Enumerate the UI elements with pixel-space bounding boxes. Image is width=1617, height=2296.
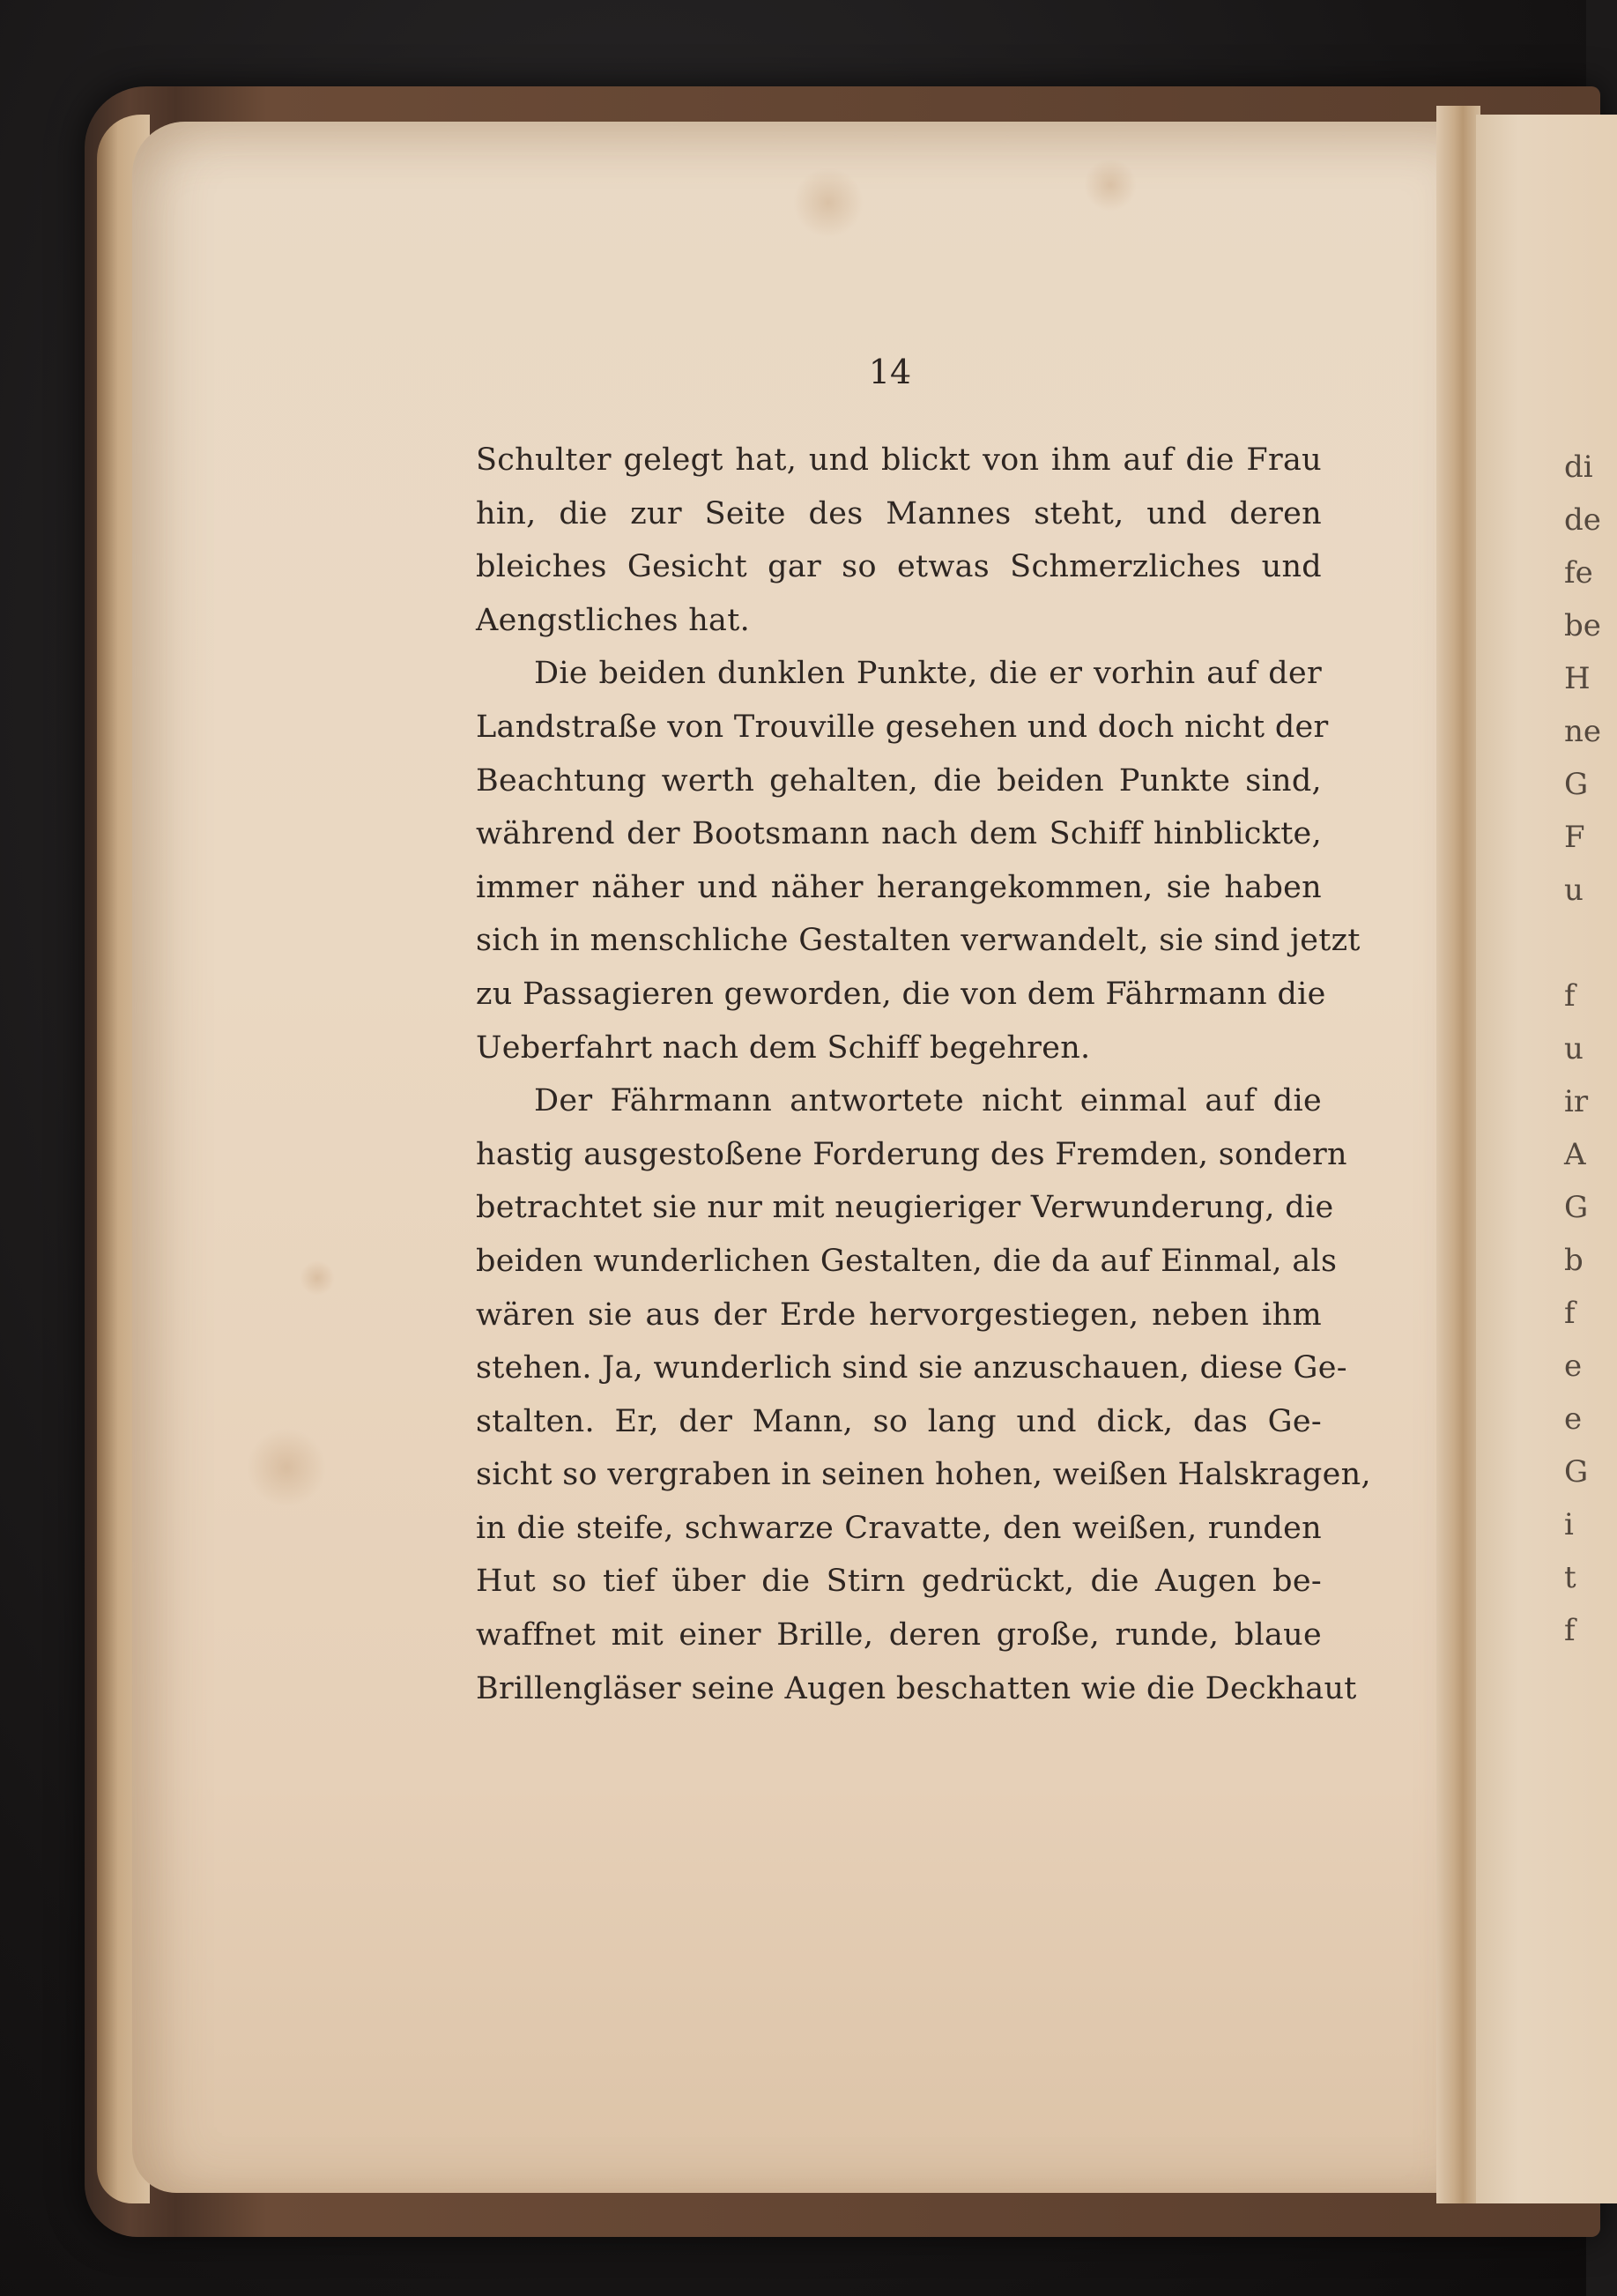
text-line: Hut so tief über die Stirn gedrückt, die Augen be- bbox=[476, 1564, 1322, 1600]
stain bbox=[300, 1260, 335, 1296]
fragment: F bbox=[1564, 820, 1585, 855]
fragment: i bbox=[1564, 1507, 1574, 1542]
stain bbox=[793, 167, 864, 238]
text-line: immer näher und näher herangekommen, sie haben bbox=[476, 869, 1322, 905]
fragment: u bbox=[1564, 873, 1584, 908]
text-line: beiden wunderlichen Gestalten, die da auf Einmal, als bbox=[476, 1243, 1338, 1279]
text-line: stehen. Ja, wunderlich sind sie anzuschauen, diese Ge- bbox=[476, 1350, 1347, 1386]
text-line: hastig ausgestoßene Forderung des Fremden, sondern bbox=[476, 1136, 1347, 1172]
text-line: Die beiden dunklen Punkte, die er vorhin auf der bbox=[534, 656, 1322, 692]
fragment: G bbox=[1564, 1190, 1589, 1225]
text-line: hin, die zur Seite des Mannes steht, und deren bbox=[476, 495, 1322, 531]
fragment: e bbox=[1564, 1349, 1583, 1384]
fragment: ir bbox=[1564, 1084, 1589, 1119]
text-line: stalten. Er, der Mann, so lang und dick, das Ge- bbox=[476, 1403, 1322, 1439]
fragment: f bbox=[1564, 978, 1576, 1014]
text-line: Brillengläser seine Augen beschatten wie die Deckhaut bbox=[476, 1670, 1357, 1706]
text-line: während der Bootsmann nach dem Schiff hinblickte, bbox=[476, 816, 1322, 852]
fragment: G bbox=[1564, 1454, 1589, 1490]
page-number: 14 bbox=[868, 353, 912, 391]
text-line: sicht so vergraben in seinen hohen, weißen Halskragen, bbox=[476, 1457, 1371, 1493]
fragment: H bbox=[1564, 661, 1591, 696]
fragment: e bbox=[1564, 1401, 1583, 1437]
book-gutter bbox=[1436, 106, 1480, 2203]
text-line: bleiches Gesicht gar so etwas Schmerzliches und bbox=[476, 549, 1322, 585]
stain bbox=[1084, 159, 1137, 212]
text-line: betrachtet sie nur mit neugieriger Verwunderung, die bbox=[476, 1190, 1334, 1226]
text-line: sich in menschliche Gestalten verwandelt, sie sind jetzt bbox=[476, 923, 1361, 959]
text-line: Ueberfahrt nach dem Schiff begehren. bbox=[476, 1029, 1091, 1066]
stain bbox=[247, 1428, 326, 1507]
text-line: Beachtung werth gehalten, die beiden Punkte sind, bbox=[476, 762, 1322, 799]
body-text bbox=[476, 434, 1371, 1715]
text-line: Aengstliches hat. bbox=[476, 602, 750, 638]
text-line: waffnet mit einer Brille, deren große, runde, blaue bbox=[476, 1617, 1322, 1653]
fragment: G bbox=[1564, 767, 1589, 802]
fragment: u bbox=[1564, 1031, 1584, 1066]
fragment: A bbox=[1564, 1137, 1586, 1172]
fragment: t bbox=[1564, 1560, 1576, 1595]
fragment: di bbox=[1564, 450, 1593, 485]
fragment: f bbox=[1564, 1296, 1576, 1331]
text-line: wären sie aus der Erde hervorgestiegen, neben ihm bbox=[476, 1297, 1322, 1333]
fragment: f bbox=[1564, 1613, 1576, 1648]
fragment: de bbox=[1564, 502, 1601, 538]
fragment bbox=[1564, 917, 1599, 970]
text-line: zu Passagieren geworden, die von dem Fährmann die bbox=[476, 976, 1326, 1012]
fragment: b bbox=[1564, 1243, 1584, 1278]
fragment: fe bbox=[1564, 555, 1593, 591]
fragment: be bbox=[1564, 608, 1601, 643]
text-line: in die steife, schwarze Cravatte, den weißen, runden bbox=[476, 1510, 1322, 1546]
fragment: ne bbox=[1564, 714, 1602, 749]
facing-page-fragments bbox=[1564, 441, 1602, 1657]
text-line: Schulter gelegt hat, und blickt von ihm auf die Frau bbox=[476, 442, 1322, 478]
text-line: Der Fährmann antwortete nicht einmal auf die bbox=[534, 1083, 1322, 1119]
text-line: Landstraße von Trouville gesehen und doch nicht der bbox=[476, 709, 1329, 745]
